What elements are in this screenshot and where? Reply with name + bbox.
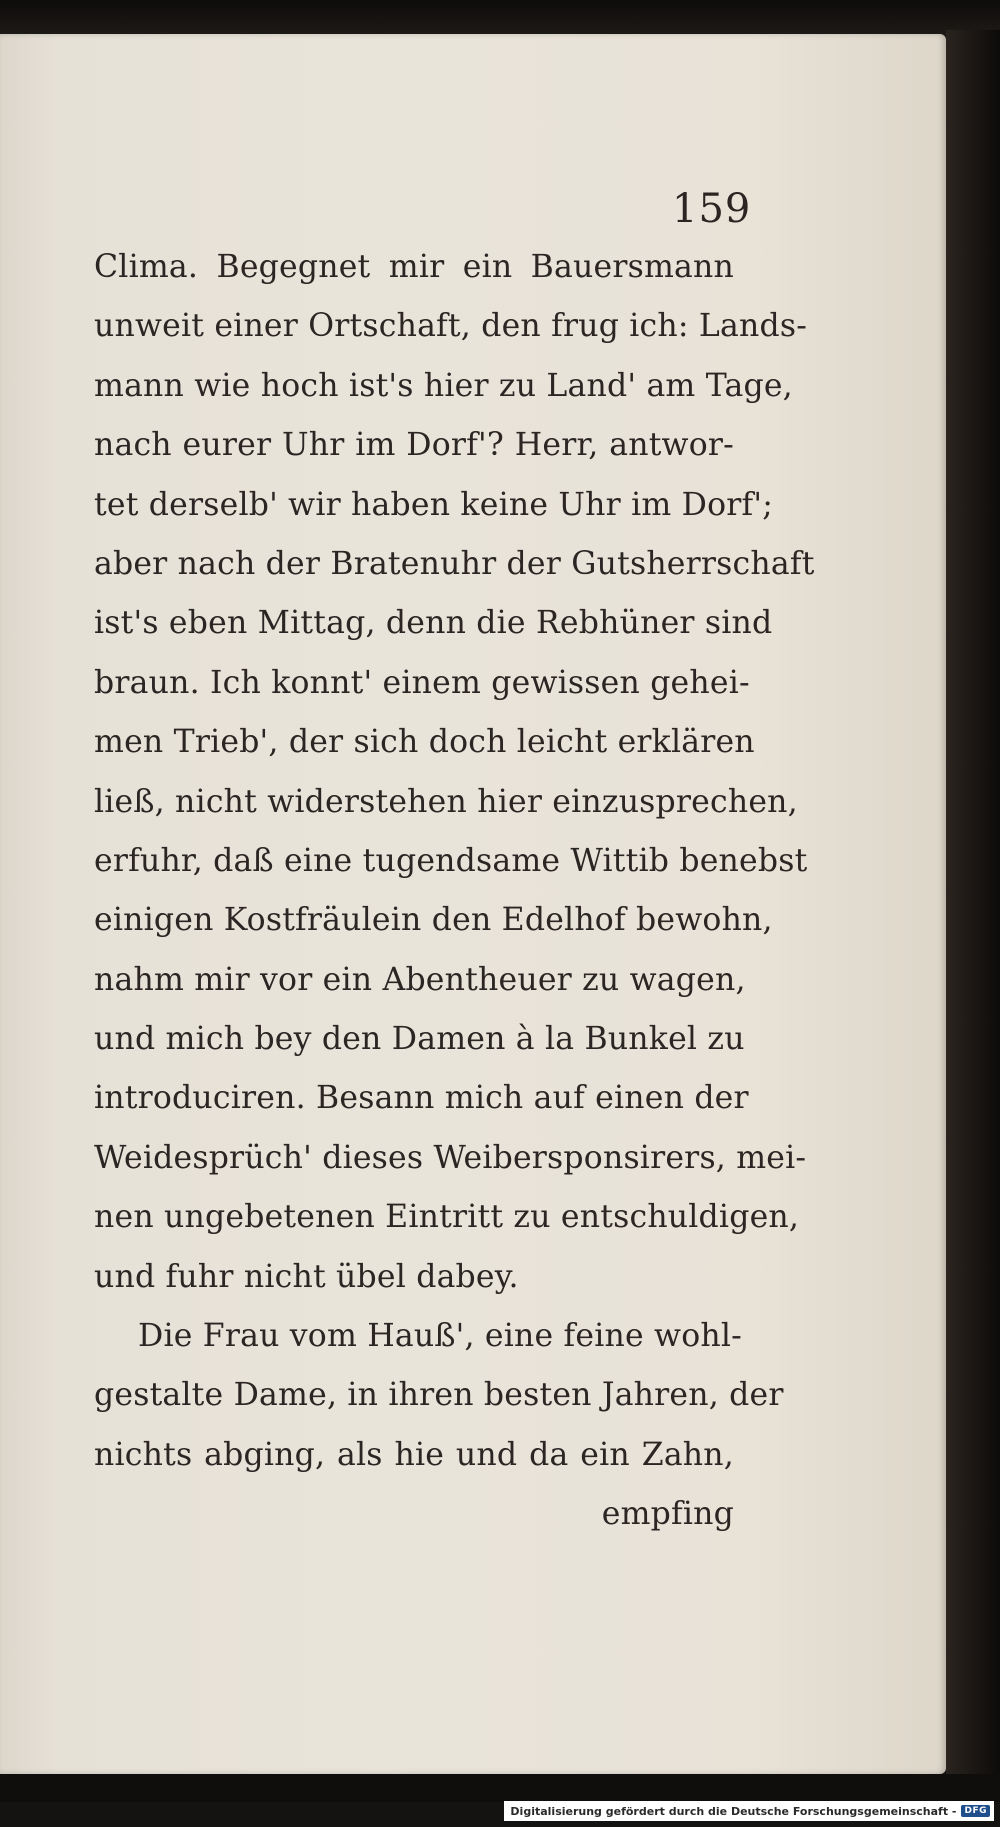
text-line: braun. Ich konnt' einem gewissen gehei- xyxy=(94,664,750,701)
funding-footer xyxy=(504,1801,994,1821)
text-line: unweit einer Ortschaft, den frug ich: Lands- xyxy=(94,308,808,345)
text-line: introduciren. Besann mich auf einen der xyxy=(94,1080,749,1117)
scan-bottom-band xyxy=(0,1774,1000,1802)
text-line: mann wie hoch ist's hier zu Land' am Tage, xyxy=(94,367,793,404)
text-line: ließ, nicht widerstehen hier einzusprechen, xyxy=(94,783,798,820)
text-line: gestalte Dame, in ihren besten Jahren, der xyxy=(94,1377,784,1414)
text-line: nichts abging, als hie und da ein Zahn, xyxy=(94,1436,734,1473)
text-line: Weidesprüch' dieses Weibersponsirers, mei- xyxy=(94,1139,807,1176)
page-number: 159 xyxy=(672,186,752,232)
text-line: Die Frau vom Hauß', eine feine wohl- xyxy=(138,1318,742,1355)
text-line: erfuhr, daß eine tugendsame Wittib benebst xyxy=(94,842,808,879)
text-line: und fuhr nicht übel dabey. xyxy=(94,1258,519,1295)
text-line: einigen Kostfräulein den Edelhof bewohn, xyxy=(94,902,773,939)
text-line: nahm mir vor ein Abentheuer zu wagen, xyxy=(94,961,746,998)
text-line: nen ungebetenen Eintritt zu entschuldigen, xyxy=(94,1199,800,1236)
text-line: aber nach der Bratenuhr der Gutsherrschaft xyxy=(94,545,815,582)
text-line: ist's eben Mittag, denn die Rebhüner sind xyxy=(94,605,773,642)
scan-top-shadow xyxy=(0,0,1000,36)
page-text xyxy=(94,238,815,1545)
catchword: empfing xyxy=(601,1496,734,1533)
text-line: Clima. Begegnet mir ein Bauersmann xyxy=(94,249,734,285)
funding-credit: Digitalisierung gefördert durch die Deutsche Forschungsgemeinschaft - xyxy=(510,1804,957,1818)
text-line: men Trieb', der sich doch leicht erklären xyxy=(94,724,755,761)
dfg-logo-icon: DFG xyxy=(961,1805,990,1817)
book-edge xyxy=(946,30,1000,1790)
text-line: und mich bey den Damen à la Bunkel zu xyxy=(94,1021,745,1058)
text-line: tet derselb' wir haben keine Uhr im Dorf'; xyxy=(94,486,774,523)
text-line: nach eurer Uhr im Dorf'? Herr, antwor- xyxy=(94,427,734,464)
